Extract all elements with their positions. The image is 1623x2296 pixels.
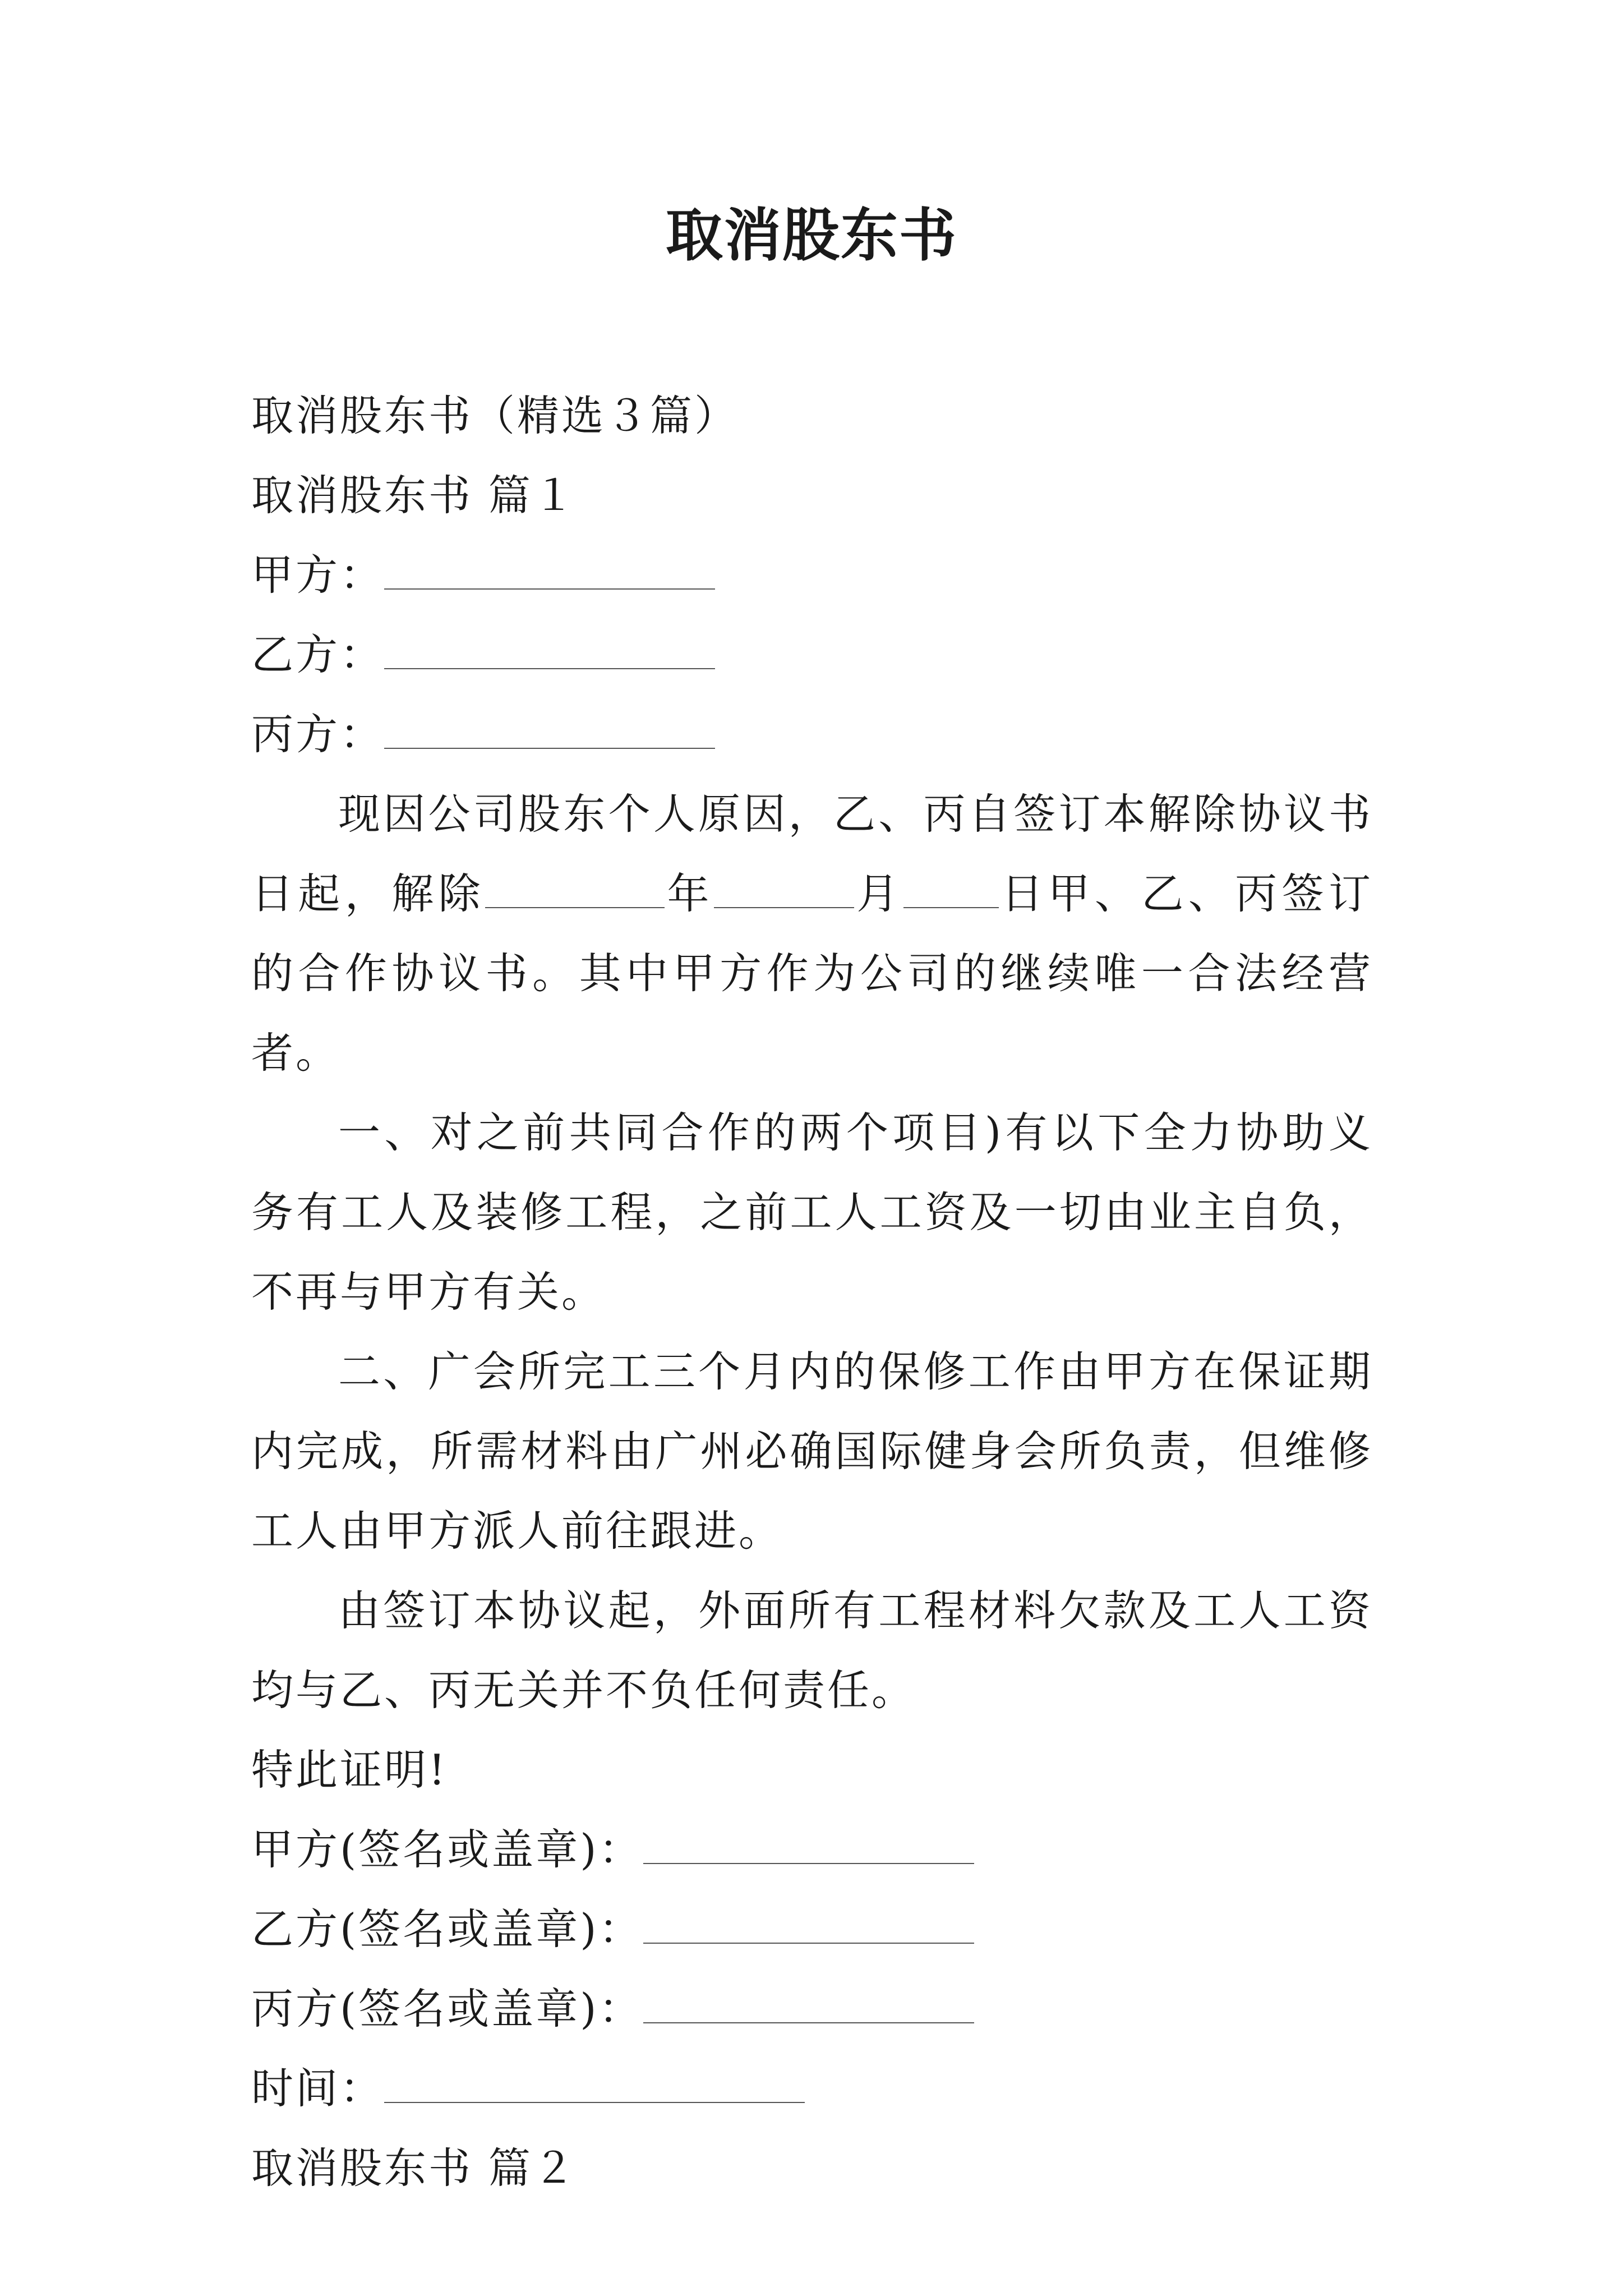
month-label: 月: [854, 869, 903, 918]
signature-a-line: [251, 1810, 1373, 1889]
party-b-line: [251, 615, 1373, 694]
paragraph-termination: [251, 774, 1373, 1093]
time-label: 时间：: [251, 2064, 385, 2113]
termination-text-1: 现因公司股东个人原因，乙、丙自签订本解除协议书日起，解除: [251, 789, 1373, 918]
year-blank: [485, 873, 665, 908]
document-title: 取消股东书: [666, 202, 957, 269]
signature-b-blank: [643, 1909, 974, 1944]
party-a-line: [251, 535, 1373, 615]
day-blank: [903, 873, 999, 908]
time-line: [251, 2049, 1373, 2128]
party-b-label: 乙方：: [251, 630, 385, 679]
party-a-blank: [384, 555, 715, 590]
party-c-line: [251, 694, 1373, 774]
signature-c-line: [251, 1969, 1373, 2049]
document-body: [251, 376, 1373, 2208]
paragraph-clause-2: 二、广会所完工三个月内的保修工作由甲方在保证期内完成，所需材料由广州必确国际健身会所负责，但维修工人由甲方派人前往跟进。: [251, 1347, 1373, 1556]
party-a-label: 甲方：: [251, 550, 385, 600]
signature-c-blank: [643, 1989, 974, 2023]
paragraph-liability: 由签订本协议起，外面所有工程材料欠款及工人工资均与乙、丙无关并不负任何责任。: [251, 1586, 1373, 1715]
signature-b-line: [251, 1889, 1373, 1969]
time-blank: [384, 2068, 805, 2103]
termination-text-2: 日甲、乙、丙签订的合作协议书。其中甲方作为公司的继续唯一合法经营者。: [251, 869, 1373, 1078]
party-c-blank: [384, 714, 715, 749]
party-b-blank: [384, 634, 715, 669]
subtitle: 取消股东书（精选３篇）: [251, 391, 739, 440]
paragraph-clause-1: 一、对之前共同合作的两个项目)有以下全力协助义务有工人及装修工程，之前工人工资及一切由业主自负，不再与甲方有关。: [251, 1108, 1373, 1317]
signature-a-blank: [643, 1829, 974, 1864]
party-c-label: 丙方：: [251, 710, 385, 759]
signature-b-label: 乙方(签名或盖章)：: [251, 1904, 643, 1954]
article-1-heading: 取消股东书 篇１: [251, 471, 577, 520]
year-label: 年: [665, 869, 714, 918]
article-2-heading: 取消股东书 篇２: [251, 2143, 577, 2193]
signature-c-label: 丙方(签名或盖章)：: [251, 1984, 643, 2033]
month-blank: [714, 873, 854, 908]
signature-a-label: 甲方(签名或盖章)：: [251, 1825, 643, 1874]
certification-line: 特此证明!: [251, 1745, 448, 1795]
